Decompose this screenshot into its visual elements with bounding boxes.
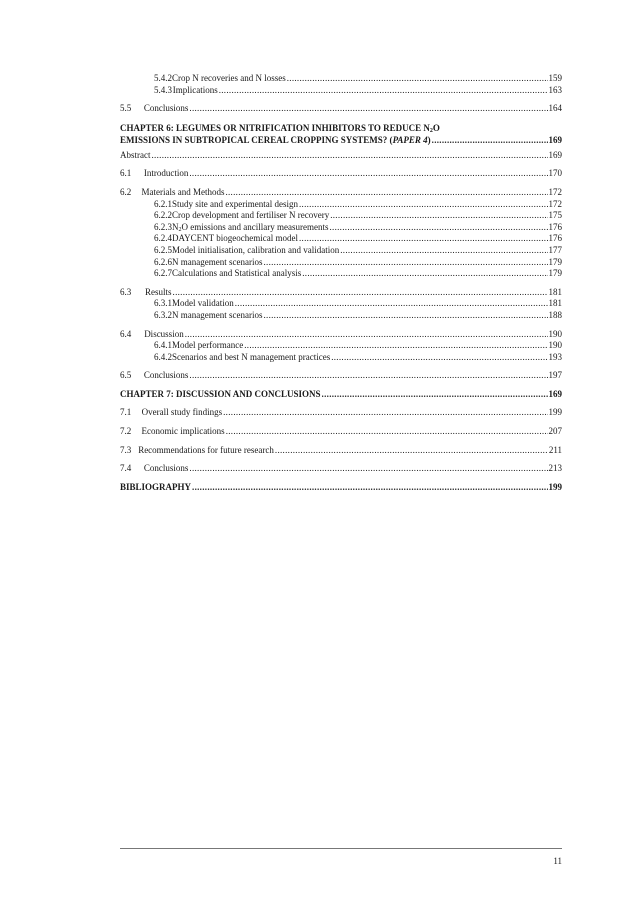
toc-entry-title xyxy=(172,222,328,233)
toc-entry-title: Model validation xyxy=(172,298,234,309)
toc-entry-6-2-3[interactable] xyxy=(120,222,562,234)
toc-entry-6-2-7[interactable] xyxy=(120,268,562,280)
toc-entry-number: 6.2.1 xyxy=(154,198,172,209)
chapter-6-title-part: O xyxy=(432,122,440,133)
toc-entry-number: 6.4.1 xyxy=(154,340,172,351)
toc-entry-page: 190 xyxy=(548,340,562,351)
toc-entry-page: 170 xyxy=(548,168,562,179)
toc-entry-number: 6.4 xyxy=(120,328,132,339)
toc-entry-title: Crop development and fertiliser N recovery xyxy=(172,210,330,221)
toc-entry-title: Crop N recoveries and N losses xyxy=(172,73,286,83)
toc-entry-6-4-1[interactable] xyxy=(120,340,562,352)
toc-entry-title: Introduction xyxy=(143,168,189,179)
toc-entry-6-2-2[interactable] xyxy=(120,210,562,222)
dot-leader xyxy=(189,463,547,474)
dot-leader xyxy=(152,150,548,161)
toc-entry-title: Study site and experimental design xyxy=(172,198,298,209)
toc-entry-number: 7.1 xyxy=(120,407,132,418)
dot-leader xyxy=(330,210,547,221)
toc-entry-title: Overall study findings xyxy=(141,407,223,418)
dot-leader xyxy=(235,298,548,309)
footer-divider xyxy=(120,848,562,849)
toc-entry-number: 6.1 xyxy=(120,168,132,179)
toc-entry-6-1[interactable] xyxy=(120,168,562,180)
toc-entry-number: 6.3 xyxy=(120,286,132,297)
toc-entry-title: Model performance xyxy=(172,340,244,351)
toc-entry-title: Economic implications xyxy=(141,426,225,437)
toc-entry-6-2-5[interactable] xyxy=(120,245,562,257)
chapter-6-title-part: EMISSIONS IN SUBTROPICAL CEREAL CROPPING SYSTEMS? ( xyxy=(120,134,393,145)
toc-entry-page: 190 xyxy=(548,328,562,339)
toc-chapter-7[interactable] xyxy=(120,389,562,401)
dot-leader xyxy=(299,233,548,244)
toc-entry-6-3-1[interactable] xyxy=(120,298,562,310)
toc-entry-page: 193 xyxy=(548,351,562,362)
toc-entry-6-2[interactable] xyxy=(120,187,562,199)
toc-entry-number: 5.5 xyxy=(120,103,132,114)
toc-entry-6-2-6[interactable] xyxy=(120,257,562,269)
dot-leader xyxy=(287,73,548,84)
toc-entry-page: 177 xyxy=(548,244,562,255)
toc-entry-page: 169 xyxy=(548,388,562,399)
toc-entry-page: 211 xyxy=(548,444,562,455)
page-number: 11 xyxy=(553,856,562,866)
toc-entry-number: 7.4 xyxy=(120,463,132,474)
toc-entry-title: Materials and Methods xyxy=(141,186,225,197)
toc-entry-page: 163 xyxy=(548,84,562,95)
dot-leader xyxy=(322,389,548,400)
dot-leader xyxy=(432,134,548,146)
chapter-6-paper-label: PAPER 4 xyxy=(392,134,428,145)
toc-entry-page: 213 xyxy=(548,463,562,474)
dot-leader xyxy=(219,85,548,96)
toc-entry-number: 6.2.4 xyxy=(154,233,172,244)
dot-leader xyxy=(244,340,547,351)
dot-leader xyxy=(263,257,547,268)
toc-entry-title: Scenarios and best N management practices xyxy=(172,351,331,362)
subscript-2: 2 xyxy=(178,226,182,233)
toc-entry-title-part: O emissions and ancillary measurements xyxy=(181,221,329,232)
toc-chapter-6[interactable] xyxy=(120,122,562,146)
toc-entry-7-4[interactable] xyxy=(120,463,562,475)
chapter-6-title-part: CHAPTER 6: LEGUMES OR NITRIFICATION INHIBITORS TO REDUCE N xyxy=(120,122,430,133)
toc-entry-number: 6.2 xyxy=(120,186,132,197)
toc-entry-6-5[interactable] xyxy=(120,370,562,382)
toc-entry-page: 197 xyxy=(548,370,562,381)
toc-entry-page: 207 xyxy=(548,426,562,437)
toc-entry-number: 7.2 xyxy=(120,426,132,437)
toc-entry-number: 5.4.2 xyxy=(154,73,172,83)
toc-entry-number: 6.2.2 xyxy=(154,210,172,221)
toc-entry-number: 6.2.7 xyxy=(154,268,172,279)
dot-leader xyxy=(189,370,547,381)
toc-entry-6-2-1[interactable] xyxy=(120,199,562,211)
toc-entry-6-4-2[interactable] xyxy=(120,352,562,364)
toc-entry-page: 164 xyxy=(548,103,562,114)
toc-entry-5-5[interactable] xyxy=(120,103,562,115)
toc-entry-title: CHAPTER 7: DISCUSSION AND CONCLUSIONS xyxy=(120,388,321,399)
toc-entry-6-2-4[interactable] xyxy=(120,233,562,245)
toc-entry-number: 5.4.3 xyxy=(154,84,172,95)
toc-entry-6-3[interactable] xyxy=(120,287,562,299)
dot-leader xyxy=(329,222,547,233)
toc-entry-page: 175 xyxy=(548,210,562,221)
toc-entry-title: Recommendations for future research xyxy=(138,444,274,455)
dot-leader xyxy=(263,310,547,321)
toc-entry-page: 159 xyxy=(548,73,562,83)
toc-entry-6-4[interactable] xyxy=(120,329,562,341)
toc-entry-number: 6.4.2 xyxy=(154,351,172,362)
toc-entry-number: 6.2.3 xyxy=(154,221,172,232)
dot-leader xyxy=(189,103,547,114)
toc-entry-page: 176 xyxy=(548,221,562,232)
toc-entry-page: 169 xyxy=(548,149,562,160)
toc-entry-title: N management scenarios xyxy=(172,309,263,320)
toc-entry-title: Results xyxy=(145,286,172,297)
dot-leader xyxy=(340,245,547,256)
toc-entry-page: 176 xyxy=(548,233,562,244)
dot-leader xyxy=(225,187,547,198)
toc-entry-title: N management scenarios xyxy=(172,256,263,267)
toc-entry-7-1[interactable] xyxy=(120,407,562,419)
dot-leader xyxy=(331,352,547,363)
dot-leader xyxy=(192,482,547,493)
dot-leader xyxy=(299,199,548,210)
toc-entry-number: 6.2.5 xyxy=(154,244,172,255)
dot-leader xyxy=(226,426,548,437)
toc-bibliography[interactable] xyxy=(120,482,562,494)
toc-entry-page: 188 xyxy=(548,309,562,320)
chapter-6-title-line-2 xyxy=(120,134,562,146)
toc-entry-title: Conclusions xyxy=(143,463,189,474)
toc-entry-page: 181 xyxy=(548,286,562,297)
toc-entry-title: Implications xyxy=(172,84,218,95)
toc-entry-page: 181 xyxy=(548,298,562,309)
toc-entry-title: Discussion xyxy=(144,328,184,339)
toc-entry-number: 6.2.6 xyxy=(154,256,172,267)
dot-leader xyxy=(173,287,548,298)
toc-entry-number: 6.5 xyxy=(120,370,132,381)
toc-entry-6-3-2[interactable] xyxy=(120,310,562,322)
dot-leader xyxy=(189,168,547,179)
dot-leader xyxy=(302,268,547,279)
subscript-2: 2 xyxy=(429,127,433,134)
toc-entry-title: Abstract xyxy=(120,149,151,160)
dot-leader xyxy=(185,329,548,340)
toc-entry-5-4-2[interactable] xyxy=(120,73,562,85)
toc-entry-number: 7.3 xyxy=(120,444,132,455)
toc-entry-title: DAYCENT biogeochemical model xyxy=(172,233,298,244)
toc-entry-page: 172 xyxy=(548,186,562,197)
toc-entry-5-4-3[interactable] xyxy=(120,85,562,97)
toc-entry-title-part: N xyxy=(172,221,179,232)
toc-entry-title: Conclusions xyxy=(143,370,189,381)
toc-entry-page: 179 xyxy=(548,256,562,267)
table-of-contents xyxy=(120,73,562,493)
toc-entry-title: BIBLIOGRAPHY xyxy=(120,481,192,492)
toc-entry-number: 6.3.1 xyxy=(154,298,172,309)
dot-leader xyxy=(275,445,548,456)
toc-entry-page: 172 xyxy=(548,198,562,209)
chapter-6-title-line-1 xyxy=(120,122,562,134)
dot-leader xyxy=(223,407,547,418)
toc-entry-title: Conclusions xyxy=(143,103,189,114)
toc-entry-page: 199 xyxy=(548,407,562,418)
toc-entry-page: 169 xyxy=(548,134,562,145)
toc-entry-title: Calculations and Statistical analysis xyxy=(172,268,302,279)
toc-entry-7-3[interactable] xyxy=(120,445,562,457)
toc-entry-abstract[interactable] xyxy=(120,150,562,162)
toc-entry-title: Model initialisation, calibration and validation xyxy=(172,244,340,255)
toc-entry-page: 179 xyxy=(548,268,562,279)
toc-entry-page: 199 xyxy=(548,481,562,492)
toc-entry-number: 6.3.2 xyxy=(154,309,172,320)
chapter-6-title-part: ) xyxy=(427,134,431,145)
toc-entry-7-2[interactable] xyxy=(120,426,562,438)
